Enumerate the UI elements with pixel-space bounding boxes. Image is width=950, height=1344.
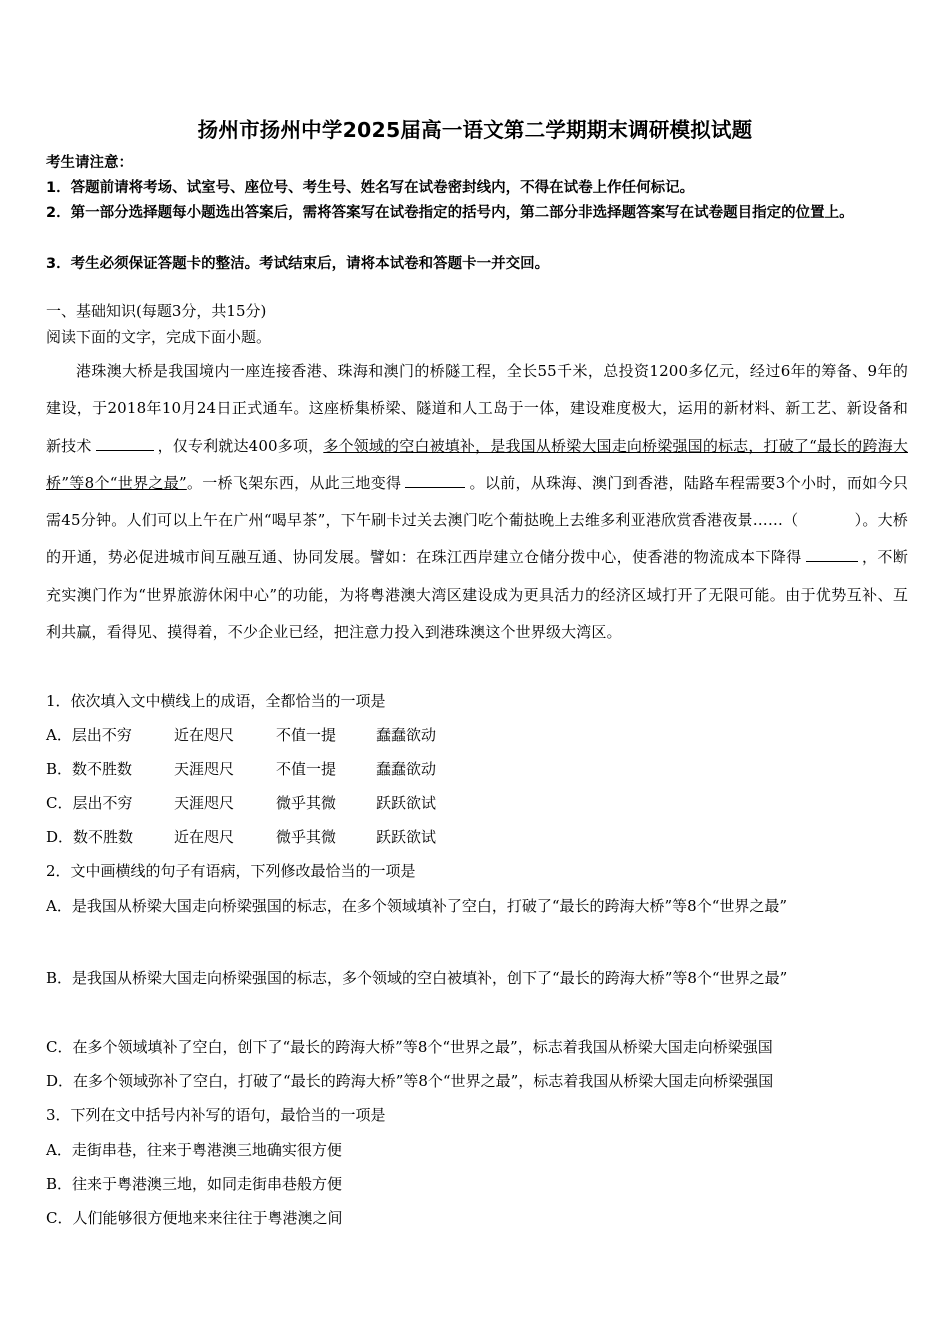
q2-option-a: A．是我国从桥梁大国走向桥梁强国的标志，在多个领域填补了空白，打破了“最长的跨海大桥”等8个“世界之最”: [46, 897, 788, 915]
passage-text-3: 。一桥飞架东西，从此三地变得: [186, 473, 402, 492]
reading-passage: [46, 353, 908, 651]
notice-heading: 考生请注意：: [46, 155, 133, 171]
section-heading: 一、基础知识(每题3分，共15分): [46, 302, 267, 320]
passage-text-6: ，不断充实澳门作为“世界旅游休闲中心”的功能，为将粤港澳大湾区建设成为更具活力的经济区域打开了无限可能。由于优势互补、互利共赢，看得见、摸得着，不少企业已经，把注意力投入到港珠澳这个世界级大湾区。: [46, 548, 909, 642]
notice-item-3: 3．考生必须保证答题卡的整洁。考试结束后，请将本试卷和答题卡一并交回。: [46, 256, 550, 272]
q1-option-b: B．数不胜数 天涯咫尺 不值一提 蠢蠢欲动: [46, 760, 437, 778]
q2-option-b: B．是我国从桥梁大国走向桥梁强国的标志，多个领域的空白被填补，创下了“最长的跨海大桥”等8个“世界之最”: [46, 969, 788, 987]
question-3-stem: 3．下列在文中括号内补写的语句，最恰当的一项是: [46, 1106, 386, 1124]
passage-text-2: ，仅专利就达400多项，: [157, 436, 324, 455]
blank-1: [96, 436, 154, 451]
underlined-sentence: 多个领域的空白被填补，是我国从桥梁大国走向桥梁强国的标志，打破了“最长的跨海大桥”等8个“世界之最”: [46, 436, 908, 492]
passage-text-4: 。以前，从珠海、澳门到香港，陆路车程需要3个小时，而如今只需45分钟。人们可以上午在广州“喝早茶”，下午刷卡过关去澳门吃个葡挞晚上去维多利亚港欣赏香港夜景……（: [46, 473, 908, 530]
q1-option-a: A．层出不穷 近在咫尺 不值一提 蠢蠢欲动: [46, 726, 437, 744]
notice-item-2: 2．第一部分选择题每小题选出答案后，需将答案写在试卷指定的括号内，第二部分非选择题答案写在试卷题目指定的位置上。: [46, 205, 854, 221]
q2-option-c: C．在多个领域填补了空白，创下了“最长的跨海大桥”等8个“世界之最”，标志着我国从桥梁大国走向桥梁强国: [46, 1038, 773, 1056]
q2-option-d: D．在多个领域弥补了空白，打破了“最长的跨海大桥”等8个“世界之最”，标志着我国从桥梁大国走向桥梁强国: [46, 1072, 774, 1090]
question-2-stem: 2．文中画横线的句子有语病，下列修改最恰当的一项是: [46, 862, 416, 880]
q1-option-d: D．数不胜数 近在咫尺 微乎其微 跃跃欲试: [46, 828, 437, 846]
q1-option-c: C．层出不穷 天涯咫尺 微乎其微 跃跃欲试: [46, 794, 437, 812]
passage-text-5: ）。大桥的开通，势必促进城市间互融互通、协同发展。譬如：在珠江西岸建立仓储分拨中心，使香港的物流成本下降得: [46, 511, 908, 567]
passage-text-1: 港珠澳大桥是我国境内一座连接香港、珠海和澳门的桥隧工程，全长55千米，总投资1200多亿元，经过6年的筹备、9年的建设，于2018年10月24日正式通车。这座桥集桥梁、隧道和人工岛于一体，建设难度极大，运用的新材料、新工艺、新设备和新技术: [46, 362, 908, 455]
page-title: 扬州市扬州中学2025届高一语文第二学期期末调研模拟试题: [197, 118, 753, 142]
blank-2: [405, 473, 465, 488]
q3-option-b: B．往来于粤港澳三地，如同走街串巷般方便: [46, 1175, 343, 1193]
question-1-stem: 1．依次填入文中横线上的成语，全都恰当的一项是: [46, 692, 386, 710]
section-instruction: 阅读下面的文字，完成下面小题。: [46, 328, 272, 346]
q3-option-a: A．走街串巷，往来于粤港澳三地确实很方便: [46, 1141, 342, 1159]
notice-item-1: 1．答题前请将考场、试室号、座位号、考生号、姓名写在试卷密封线内，不得在试卷上作任何标记。: [46, 180, 695, 196]
q3-option-c: C．人们能够很方便地来来往往于粤港澳之间: [46, 1209, 343, 1227]
blank-3: [806, 547, 858, 562]
